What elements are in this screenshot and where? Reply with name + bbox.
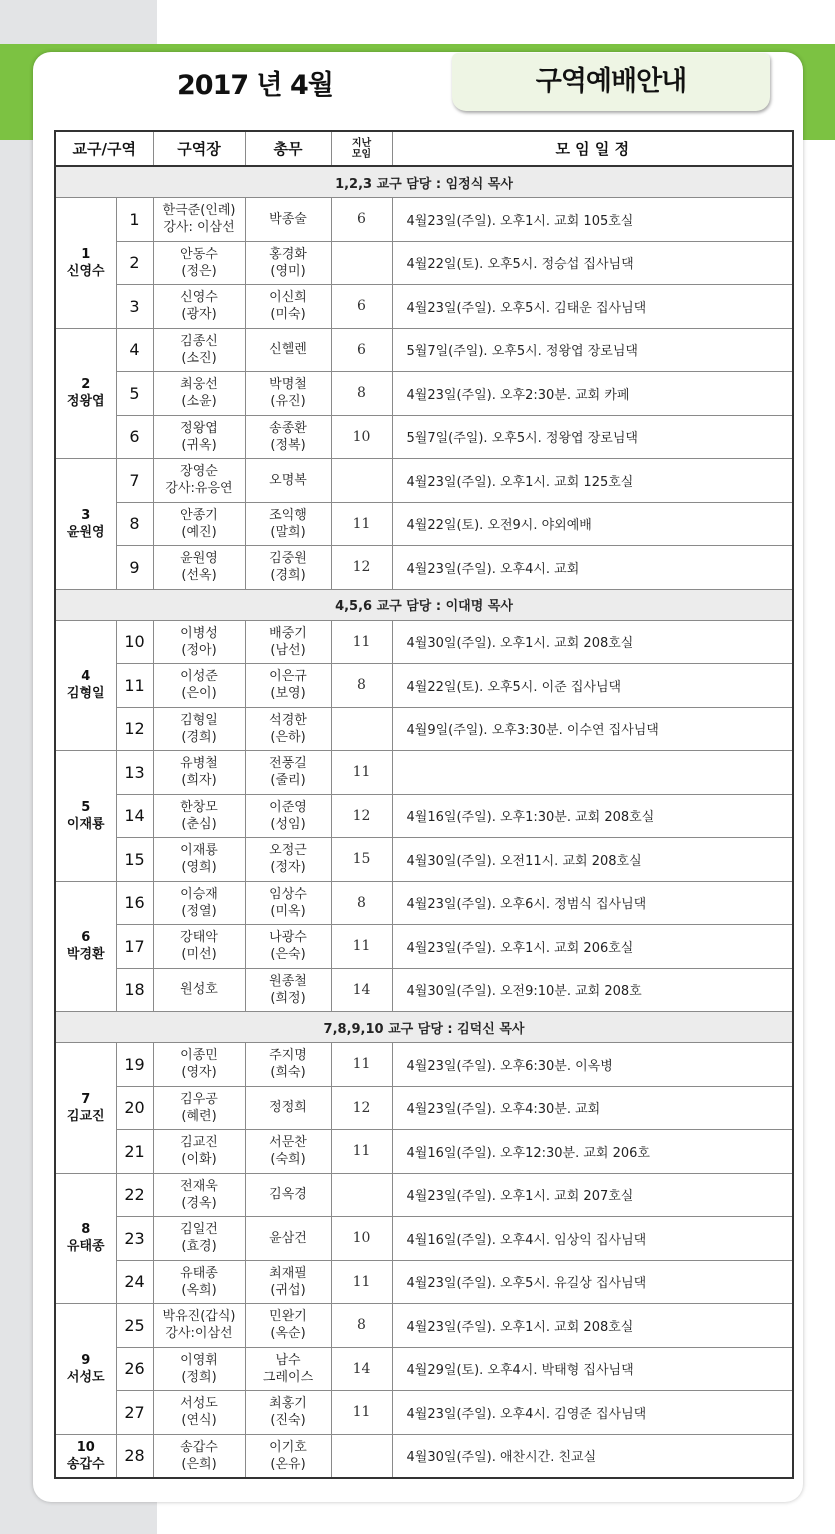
district-leader: 한창모 (춘심) [153,794,245,838]
meeting-schedule: 4월23일(주일). 오후4시. 김영준 집사님댁 [392,1391,793,1435]
column-header-last-meeting: 지난 모임 [331,131,392,166]
last-meeting-count [331,1434,392,1478]
district-staff: 이기호 (온유) [245,1434,331,1478]
district-number: 19 [116,1043,153,1087]
district-staff: 김중원 (경희) [245,546,331,590]
district-number: 3 [116,285,153,329]
table-row [55,1173,793,1217]
meeting-schedule: 4월29일(토). 오후4시. 박태형 집사님댁 [392,1347,793,1391]
last-meeting-count: 8 [331,1304,392,1348]
meeting-schedule: 4월23일(주일). 오후1시. 교회 125호실 [392,459,793,503]
table-body [55,166,793,1478]
last-meeting-count: 11 [331,1391,392,1435]
district-staff: 홍경화 (영미) [245,241,331,285]
district-staff: 주지명 (희숙) [245,1043,331,1087]
district-number: 28 [116,1434,153,1478]
section-title: 1,2,3 교구 담당 : 임정식 목사 [55,166,793,198]
district-staff: 오정근 (정자) [245,838,331,882]
table-row [55,1130,793,1174]
district-staff: 이준영 (성임) [245,794,331,838]
meeting-schedule: 4월23일(주일). 오후1시. 교회 206호실 [392,925,793,969]
meeting-schedule: 4월30일(주일). 애찬시간. 친교실 [392,1434,793,1478]
district-leader: 최웅선 (소윤) [153,372,245,416]
district-leader: 이성준 (은이) [153,664,245,708]
table-row [55,707,793,751]
district-number: 12 [116,707,153,751]
table-row [55,968,793,1012]
district-staff: 이은규 (보영) [245,664,331,708]
schedule-table [54,130,794,1479]
column-header-schedule: 모 임 일 정 [392,131,793,166]
district-leader: 이병성 (정아) [153,620,245,664]
district-leader: 유병철 (희자) [153,751,245,795]
district-number: 27 [116,1391,153,1435]
district-number: 13 [116,751,153,795]
last-meeting-count: 10 [331,415,392,459]
district-staff: 배중기 (남선) [245,620,331,664]
last-meeting-count: 11 [331,751,392,795]
last-meeting-count: 10 [331,1217,392,1261]
meeting-schedule: 4월23일(주일). 오후4:30분. 교회 [392,1086,793,1130]
table-row [55,415,793,459]
meeting-schedule: 4월16일(주일). 오후4시. 임상익 집사님댁 [392,1217,793,1261]
district-leader: 이재룡 (영희) [153,838,245,882]
meeting-schedule: 4월23일(주일). 오후4시. 교회 [392,546,793,590]
district-number: 8 [116,502,153,546]
district-staff: 나광수 (은숙) [245,925,331,969]
table-row [55,1217,793,1261]
meeting-schedule: 5월7일(주일). 오후5시. 정왕엽 장로님댁 [392,328,793,372]
district-staff: 최재필 (귀섭) [245,1260,331,1304]
table-row [55,328,793,372]
district-number: 9 [116,546,153,590]
district-leader: 이영휘 (정희) [153,1347,245,1391]
district-leader: 송갑수 (은희) [153,1434,245,1478]
district-group-label: 9 서성도 [55,1304,116,1435]
meeting-schedule: 5월7일(주일). 오후5시. 정왕엽 장로님댁 [392,415,793,459]
district-number: 6 [116,415,153,459]
district-staff: 남수 그레이스 [245,1347,331,1391]
district-leader: 이종민 (영자) [153,1043,245,1087]
meeting-schedule: 4월22일(토). 오후5시. 정승섭 집사님댁 [392,241,793,285]
district-number: 2 [116,241,153,285]
last-meeting-count: 14 [331,1347,392,1391]
meeting-schedule: 4월23일(주일). 오후6시. 정범식 집사님댁 [392,881,793,925]
table-row [55,546,793,590]
last-meeting-count: 12 [331,546,392,590]
district-group-label: 2 정왕엽 [55,328,116,459]
last-meeting-count [331,707,392,751]
last-meeting-count: 12 [331,794,392,838]
table-row [55,459,793,503]
district-leader: 김종신 (소진) [153,328,245,372]
district-staff: 정정희 [245,1086,331,1130]
meeting-schedule: 4월16일(주일). 오후12:30분. 교회 206호 [392,1130,793,1174]
district-leader: 김교진 (이화) [153,1130,245,1174]
district-leader: 안동수 (정은) [153,241,245,285]
district-group-label: 7 김교진 [55,1043,116,1174]
district-leader: 김일건 (효경) [153,1217,245,1261]
last-meeting-count [331,241,392,285]
section-header-row [55,589,793,620]
last-meeting-count: 11 [331,1130,392,1174]
meeting-schedule: 4월23일(주일). 오후1시. 교회 208호실 [392,1304,793,1348]
district-number: 21 [116,1130,153,1174]
meeting-schedule: 4월23일(주일). 오후1시. 교회 207호실 [392,1173,793,1217]
table-row [55,1347,793,1391]
table-row [55,1260,793,1304]
district-staff: 최홍기 (진숙) [245,1391,331,1435]
last-meeting-count: 11 [331,502,392,546]
table-row [55,838,793,882]
district-number: 22 [116,1173,153,1217]
last-meeting-count: 6 [331,285,392,329]
last-meeting-count: 8 [331,372,392,416]
district-staff: 김옥경 [245,1173,331,1217]
meeting-schedule [392,751,793,795]
district-leader: 강태악 (미선) [153,925,245,969]
table-row [55,502,793,546]
district-group-label: 3 윤원영 [55,459,116,590]
table-row [55,1086,793,1130]
district-number: 7 [116,459,153,503]
district-staff: 송종환 (정복) [245,415,331,459]
meeting-schedule: 4월23일(주일). 오후5시. 유길상 집사님댁 [392,1260,793,1304]
meeting-schedule: 4월9일(주일). 오후3:30분. 이수연 집사님댁 [392,707,793,751]
district-leader: 유태종 (옥희) [153,1260,245,1304]
meeting-schedule: 4월22일(토). 오후5시. 이준 집사님댁 [392,664,793,708]
table-row [55,285,793,329]
table-row [55,925,793,969]
district-staff: 석경한 (은하) [245,707,331,751]
table-row [55,620,793,664]
district-leader: 김우공 (혜련) [153,1086,245,1130]
district-number: 4 [116,328,153,372]
district-staff: 민완기 (옥순) [245,1304,331,1348]
district-staff: 원종철 (희정) [245,968,331,1012]
district-leader: 안종기 (예진) [153,502,245,546]
table-row [55,1434,793,1478]
district-leader: 장영순 강사:유응연 [153,459,245,503]
last-meeting-count: 11 [331,925,392,969]
table-row [55,664,793,708]
meeting-schedule: 4월23일(주일). 오후5시. 김태운 집사님댁 [392,285,793,329]
district-leader: 정왕엽 (귀옥) [153,415,245,459]
district-leader: 서성도 (연식) [153,1391,245,1435]
meeting-schedule: 4월16일(주일). 오후1:30분. 교회 208호실 [392,794,793,838]
district-number: 5 [116,372,153,416]
last-meeting-count: 6 [331,328,392,372]
meeting-schedule: 4월30일(주일). 오전11시. 교회 208호실 [392,838,793,882]
table-row [55,1391,793,1435]
last-meeting-count: 15 [331,838,392,882]
district-leader: 이승재 (정열) [153,881,245,925]
table-row [55,372,793,416]
district-staff: 오명복 [245,459,331,503]
page-title: 2017 년 4월 [177,70,333,101]
section-title: 4,5,6 교구 담당 : 이대명 목사 [55,589,793,620]
district-number: 1 [116,198,153,242]
last-meeting-count [331,459,392,503]
district-group-label: 5 이재룡 [55,751,116,882]
district-leader: 신영수 (광자) [153,285,245,329]
district-staff: 이신희 (미숙) [245,285,331,329]
table-row [55,1304,793,1348]
district-leader: 전재욱 (경옥) [153,1173,245,1217]
district-leader: 윤원영 (선옥) [153,546,245,590]
district-staff: 서문찬 (숙희) [245,1130,331,1174]
table-header-row [55,131,793,166]
district-group-label: 1 신영수 [55,198,116,329]
meeting-schedule: 4월23일(주일). 오후6:30분. 이옥병 [392,1043,793,1087]
district-number: 23 [116,1217,153,1261]
table-row [55,241,793,285]
last-meeting-count: 11 [331,1043,392,1087]
district-staff: 조익행 (말희) [245,502,331,546]
district-number: 18 [116,968,153,1012]
last-meeting-count: 12 [331,1086,392,1130]
column-header-staff: 총무 [245,131,331,166]
table-row [55,794,793,838]
district-staff: 임상수 (미옥) [245,881,331,925]
last-meeting-count [331,1173,392,1217]
district-number: 20 [116,1086,153,1130]
district-number: 26 [116,1347,153,1391]
district-number: 10 [116,620,153,664]
district-staff: 윤삼건 [245,1217,331,1261]
district-staff: 전풍길 (줄리) [245,751,331,795]
district-number: 16 [116,881,153,925]
district-number: 25 [116,1304,153,1348]
last-meeting-count: 8 [331,881,392,925]
column-header-district: 교구/구역 [55,131,153,166]
section-header-row [55,1012,793,1043]
district-number: 14 [116,794,153,838]
last-meeting-count: 8 [331,664,392,708]
table-row [55,751,793,795]
last-meeting-count: 11 [331,1260,392,1304]
district-staff: 신헬렌 [245,328,331,372]
meeting-schedule: 4월22일(토). 오전9시. 야외예배 [392,502,793,546]
section-header-row [55,166,793,198]
meeting-schedule: 4월30일(주일). 오전9:10분. 교회 208호 [392,968,793,1012]
district-number: 17 [116,925,153,969]
last-meeting-count: 11 [331,620,392,664]
last-meeting-count: 6 [331,198,392,242]
district-group-label: 4 김형일 [55,620,116,751]
district-group-label: 10 송갑수 [55,1434,116,1478]
district-staff: 박명철 (유진) [245,372,331,416]
section-tab: 구역예배안내 [452,53,770,111]
meeting-schedule: 4월23일(주일). 오후2:30분. 교회 카페 [392,372,793,416]
district-group-label: 6 박경환 [55,881,116,1012]
last-meeting-count: 14 [331,968,392,1012]
table-row [55,198,793,242]
table-row [55,1043,793,1087]
district-leader: 한극준(인례) 강사: 이삼선 [153,198,245,242]
district-number: 15 [116,838,153,882]
meeting-schedule: 4월30일(주일). 오후1시. 교회 208호실 [392,620,793,664]
district-number: 24 [116,1260,153,1304]
section-title: 7,8,9,10 교구 담당 : 김덕신 목사 [55,1012,793,1043]
district-number: 11 [116,664,153,708]
column-header-leader: 구역장 [153,131,245,166]
table-row [55,881,793,925]
district-leader: 원성호 [153,968,245,1012]
meeting-schedule: 4월23일(주일). 오후1시. 교회 105호실 [392,198,793,242]
district-leader: 김형일 (경희) [153,707,245,751]
district-leader: 박유진(갑식) 강사:이삼선 [153,1304,245,1348]
district-group-label: 8 유태종 [55,1173,116,1304]
district-staff: 박종술 [245,198,331,242]
